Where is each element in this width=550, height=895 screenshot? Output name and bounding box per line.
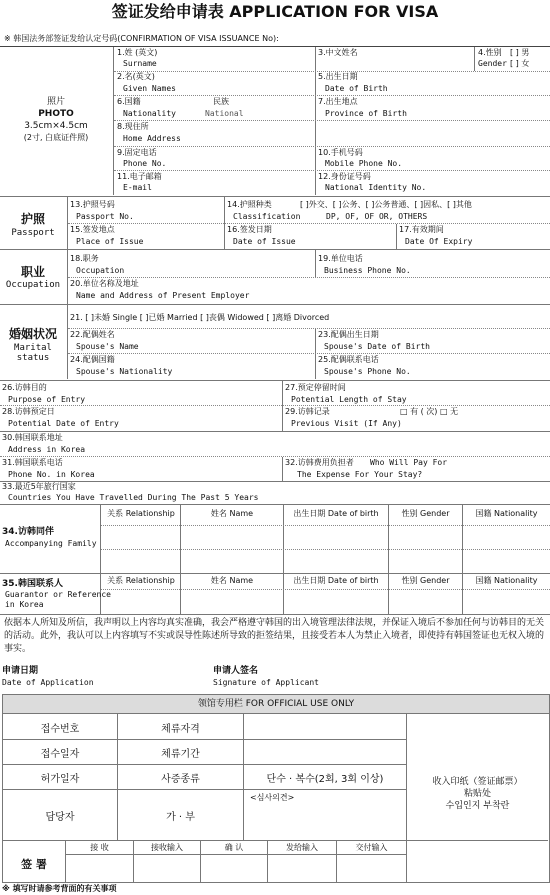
passport-section-label: 护照 — [20, 212, 45, 226]
stay-length-field[interactable]: Potential Length of Stay — [291, 395, 407, 404]
declaration-text: 依据本人所知及所信，我声明以上内容均真实准确，我会严格遵守韩国的出入境管理法律法规，并保证入境后不参加任何与访韩目的无关的活动。此外，我认可以上内容填写不实或误导性陈述所导致的拒签结果，且接受若本人为禁止入境者，即使持有韩国签证也无权入境的事实。 — [4, 618, 545, 654]
birth-place-field[interactable]: Province of Birth — [325, 109, 407, 118]
visa-entries-options[interactable]: 단수 · 복수(2회, 3회 이상) — [266, 774, 384, 785]
issue-date-field[interactable]: Date of Issue — [233, 237, 296, 246]
sign-col-receive-input: 接收输入 — [151, 843, 183, 852]
purpose-label: 26.访韩目的 — [2, 383, 47, 392]
employer-field[interactable]: Name and Address of Present Employer — [76, 291, 250, 300]
passport-type-label: 14.护照种类 — [227, 200, 272, 209]
previous-visit-label: 29.访韩记录 — [285, 407, 330, 416]
photo-label-en: PHOTO — [38, 109, 74, 119]
officer-label: 담당자 — [45, 812, 75, 823]
marital-status-options[interactable]: 21. [ ]未婚 Single [ ]已婚 Married [ ]丧偶 Widowed [ ]离婚 Divorced — [70, 313, 330, 322]
passport-type-options[interactable]: [ ]外交、[ ]公务、[ ]公务普通、[ ]因私、[ ]其他 — [300, 200, 472, 209]
email-label: 11.电子邮箱 — [117, 172, 162, 181]
sign-col-confirm: 确 认 — [224, 843, 244, 852]
passport-section-en: Passport — [11, 228, 55, 238]
companion-en: Accompanying Family — [5, 539, 97, 548]
home-address-label: 8.现住所 — [117, 122, 149, 131]
gender-male-checkbox[interactable]: [ ] 男 — [510, 48, 530, 57]
f35-col-nationality: 国籍 Nationality — [475, 576, 538, 585]
f34-col-name: 姓名 Name — [210, 509, 254, 518]
gender-female-checkbox[interactable]: [ ] 女 — [510, 59, 530, 68]
issue-place-label: 15.签发地点 — [70, 225, 115, 234]
travel-history-field[interactable]: Countries You Have Travelled During The Past 5 Years — [8, 493, 259, 502]
stamp-label-3: 수입인지 부착란 — [445, 801, 510, 811]
photo-label-cn: 照片 — [46, 97, 65, 107]
payer-label: 32.访韩费用负担者 — [285, 458, 354, 467]
issue-place-field[interactable]: Place of Issue — [76, 237, 144, 246]
visa-type-label: 사증종류 — [161, 774, 200, 785]
birth-place-label: 7.出生地点 — [318, 97, 358, 106]
marital-section-en: Marital status — [14, 343, 52, 363]
id-number-field[interactable]: National Identity No. — [325, 183, 427, 192]
nationality-label: 6.国籍 — [117, 97, 141, 106]
spouse-birth-field[interactable]: Spouse's Date of Birth — [324, 342, 430, 351]
photo-size: 3.5cm×4.5cm — [24, 121, 88, 131]
surname-label: 1.姓 (英文) — [117, 48, 158, 57]
mobile-field[interactable]: Mobile Phone No. — [325, 159, 403, 168]
passport-type-codes: DP, OF, OF OR, OTHERS — [326, 212, 428, 221]
email-field[interactable]: E-mail — [123, 183, 152, 192]
ethnicity-field[interactable]: National — [205, 109, 244, 118]
signature-label: 申请人签名 — [213, 666, 259, 676]
sign-col-receive: 接 收 — [90, 843, 109, 852]
business-phone-label: 19.单位电话 — [318, 254, 363, 263]
id-number-label: 12.身份证号码 — [318, 172, 371, 181]
stay-status-label: 체류자격 — [161, 724, 200, 735]
stay-period-label: 체류기간 — [161, 749, 200, 760]
payer-en: Who Will Pay For — [370, 458, 448, 467]
f34-col-relationship: 关系 Relationship — [107, 509, 175, 518]
previous-visit-options[interactable]: □ 有 ( 次) □ 无 — [400, 407, 459, 416]
home-address-field[interactable]: Home Address — [123, 134, 181, 143]
job-title-label: 18.职务 — [70, 254, 99, 263]
official-header — [2, 694, 550, 714]
spouse-phone-field[interactable]: Spouse's Phone No. — [324, 367, 411, 376]
passport-classification: Classification — [233, 212, 301, 221]
passport-number-field[interactable]: Passport No. — [76, 212, 134, 221]
employer-label: 20.单位名称及地址 — [70, 279, 139, 288]
sign-row-label: 签 署 — [21, 858, 47, 871]
f34-col-gender: 性别 Gender — [401, 509, 450, 518]
phone-label: 9.固定电话 — [117, 148, 157, 157]
guarantor-label: 35.韩国联系人 — [2, 579, 63, 589]
travel-history-label: 33.最近5年旅行国家 — [2, 482, 76, 491]
nationality-field[interactable]: Nationality — [123, 109, 176, 118]
expiry-label: 17.有效期间 — [399, 225, 444, 234]
signature-field[interactable]: Signature of Applicant — [213, 678, 319, 687]
receipt-no-label: 접수번호 — [40, 724, 80, 735]
stamp-area[interactable] — [407, 776, 548, 812]
photo-area[interactable] — [0, 96, 112, 144]
f35-col-relationship: 关系 Relationship — [107, 576, 175, 585]
spouse-nationality-label: 24.配偶国籍 — [70, 355, 115, 364]
phone-field[interactable]: Phone No. — [123, 159, 167, 168]
spouse-phone-label: 25.配偶联系电话 — [318, 355, 379, 364]
sign-col-deliver-input: 交付输入 — [355, 843, 388, 852]
approve-reject-label: 가 · 부 — [166, 812, 195, 823]
f34-col-birth: 出生日期 Date of birth — [293, 509, 379, 518]
spouse-name-field[interactable]: Spouse's Name — [76, 342, 139, 351]
f35-col-gender: 性别 Gender — [401, 576, 450, 585]
expiry-field[interactable]: Date Of Expiry — [405, 237, 473, 246]
application-date-field[interactable]: Date of Application — [2, 678, 94, 687]
korea-address-label: 30.韩国联系地址 — [2, 433, 63, 442]
payer-field[interactable]: The Expense For Your Stay? — [297, 470, 423, 479]
korea-phone-field[interactable]: Phone No. in Korea — [8, 470, 95, 479]
guarantor-en: Guarantor or Reference — [5, 590, 111, 599]
official-header-text: 领馆专用栏 FOR OFFICIAL USE ONLY — [197, 699, 355, 709]
surname-field[interactable]: Surname — [123, 59, 157, 68]
job-title-field[interactable]: Occupation — [76, 266, 125, 275]
entry-date-label: 28.访韩预定日 — [2, 407, 55, 416]
entry-date-field[interactable]: Potential Date of Entry — [8, 419, 119, 428]
marital-section-label: 婚姻状况 — [8, 327, 57, 341]
purpose-field[interactable]: Purpose of Entry — [8, 395, 86, 404]
gender-en: Gender — [478, 59, 507, 68]
spouse-name-label: 22.配偶姓名 — [70, 330, 115, 339]
birth-date-label: 5.出生日期 — [318, 72, 358, 81]
companion-label: 34.访韩同伴 — [2, 527, 54, 537]
passport-number-label: 13.护照号码 — [70, 200, 115, 209]
occupation-section-label: 职业 — [20, 265, 45, 279]
mobile-label: 10.手机号码 — [318, 148, 363, 157]
business-phone-field[interactable]: Business Phone No. — [324, 266, 411, 275]
gender-label: 4.性别 — [478, 48, 502, 57]
f35-col-birth: 出生日期 Date of birth — [293, 576, 379, 585]
chinese-name-label: 3.中文姓名 — [318, 48, 358, 57]
stamp-label-1: 收入印纸（签证邮票） — [432, 777, 523, 787]
page-title: 签证发给申请表 APPLICATION FOR VISA — [111, 2, 439, 21]
stay-length-label: 27.预定停留时间 — [285, 383, 346, 392]
f34-col-nationality: 国籍 Nationality — [475, 509, 538, 518]
application-date-label: 申请日期 — [2, 666, 39, 676]
given-names-label: 2.名(英文) — [117, 72, 155, 81]
approval-date-label: 허가일자 — [40, 774, 80, 785]
footer-note: ※ 填写时请参考背面的有关事项 — [2, 884, 117, 893]
previous-visit-field: Previous Visit (If Any) — [291, 419, 402, 428]
stamp-label-2: 粘贴处 — [463, 789, 491, 799]
given-names-field[interactable]: Given Names — [123, 84, 176, 93]
confirmation-number-label: ※ 韩国法务部签证发给认定号码(CONFIRMATION OF VISA ISSUANCE No): — [4, 34, 279, 43]
korea-address-field[interactable]: Address in Korea — [8, 445, 86, 454]
birth-date-field[interactable]: Date of Birth — [325, 84, 388, 93]
spouse-nationality-field[interactable]: Spouse's Nationality — [76, 367, 173, 376]
f35-col-name: 姓名 Name — [210, 576, 254, 585]
korea-phone-label: 31.韩国联系电话 — [2, 458, 63, 467]
spouse-birth-label: 23.配偶出生日期 — [318, 330, 379, 339]
receipt-date-label: 접수일자 — [40, 749, 80, 760]
occupation-section-en: Occupation — [5, 280, 61, 290]
photo-note: (2寸, 白底证件照) — [23, 133, 89, 142]
issue-date-label: 16.签发日期 — [227, 225, 272, 234]
ethnicity-label: 民族 — [213, 97, 229, 106]
guarantor-en-2: in Korea — [5, 600, 44, 609]
review-opinion-label: <심사의견> — [250, 793, 295, 802]
sign-col-issue-input: 发给输入 — [286, 843, 318, 852]
